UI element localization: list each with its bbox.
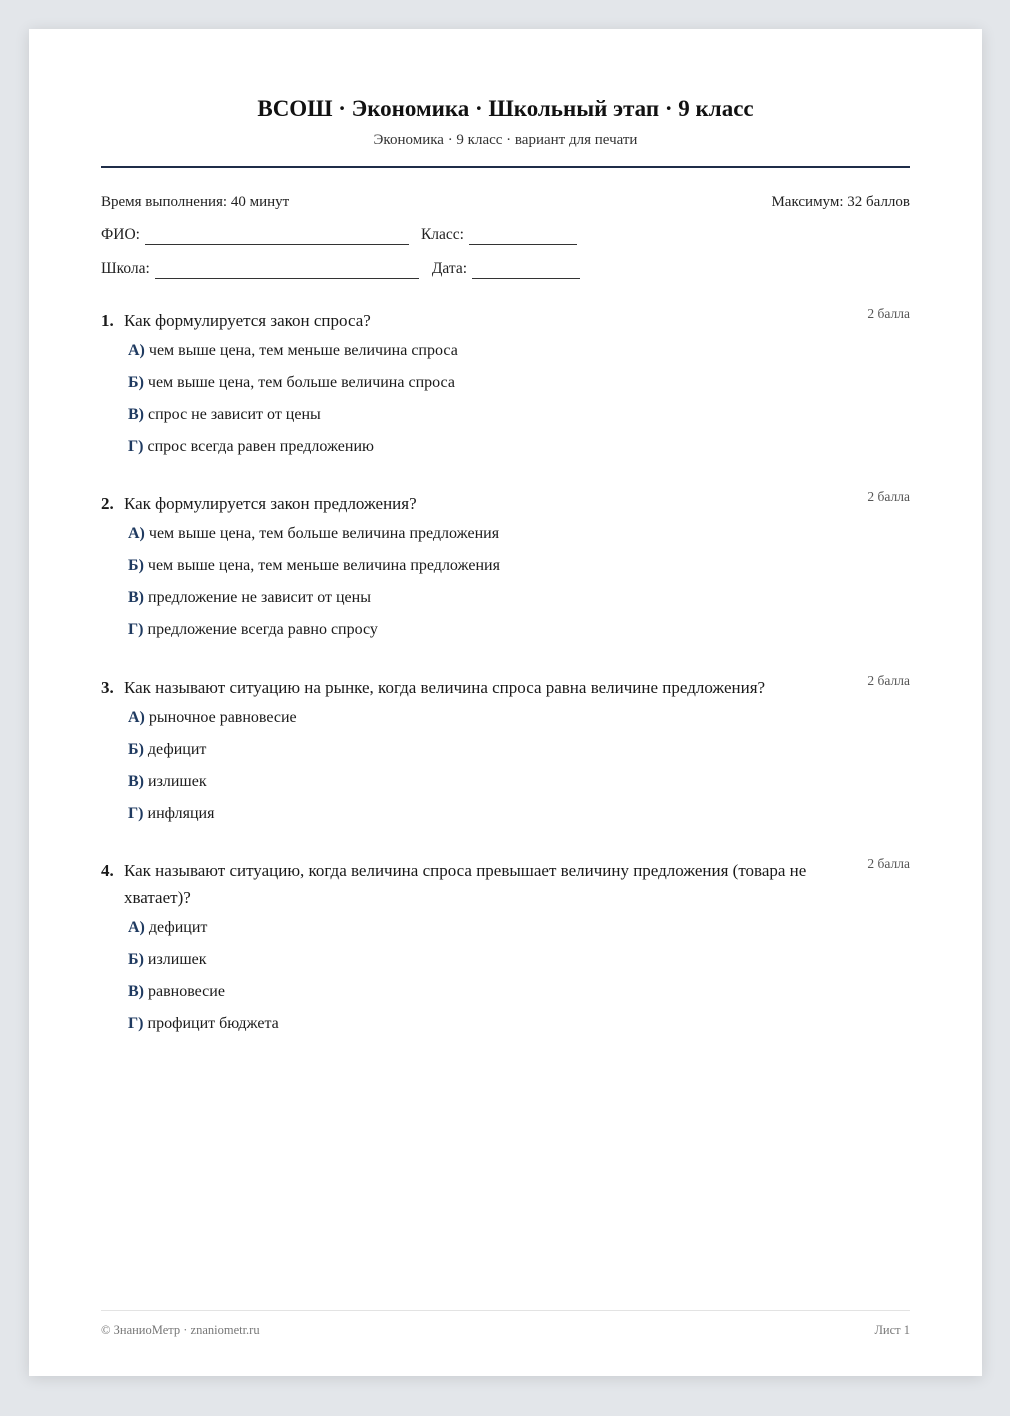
answer-option[interactable] (128, 437, 910, 469)
question-text: Как называют ситуацию на рынке, когда величина спроса равна величине предложения? (124, 678, 766, 697)
option-text: чем выше цена, тем больше величина спроса (147, 374, 455, 391)
answer-option[interactable] (128, 804, 910, 836)
question-text: Как называют ситуацию, когда величина спроса превышает величину предложения (товара не хватает)? (124, 861, 807, 907)
question-points: 2 балла (867, 489, 910, 504)
option-letter: Г) (128, 438, 144, 455)
answer-option[interactable] (128, 950, 910, 982)
class-field[interactable] (469, 228, 577, 245)
page-subtitle: Экономика · 9 класс · вариант для печати (373, 132, 638, 148)
school-field[interactable] (155, 262, 419, 279)
option-text: предложение не зависит от цены (148, 589, 371, 606)
option-text: спрос всегда равен предложению (147, 438, 374, 455)
option-text: дефицит (148, 919, 208, 936)
option-letter: Б) (128, 557, 144, 574)
footer-copyright: © ЗнаниоМетр · znaniometr.ru (101, 1323, 260, 1337)
question-points: 2 балла (867, 856, 910, 871)
option-text: спрос не зависит от цены (148, 406, 321, 423)
answer-option[interactable] (128, 918, 910, 950)
question-points: 2 балла (867, 306, 910, 321)
option-text: рыночное равновесие (148, 709, 297, 726)
answer-option[interactable] (128, 341, 910, 373)
question-number: 3. (101, 678, 114, 697)
fio-class-row (101, 225, 577, 245)
option-text: излишек (148, 773, 207, 790)
option-text: инфляция (147, 805, 215, 822)
option-text: дефицит (147, 741, 207, 758)
option-letter: Б) (128, 951, 144, 968)
answer-option[interactable] (128, 620, 910, 652)
answer-option[interactable] (128, 373, 910, 405)
option-letter: А) (128, 525, 145, 542)
option-text: профицит бюджета (147, 1015, 279, 1032)
option-text: предложение всегда равно спросу (147, 621, 378, 638)
school-label: Школа: (101, 260, 150, 277)
answer-options (128, 524, 910, 652)
option-text: чем выше цена, тем меньше величина предложения (147, 557, 500, 574)
question-text: Как формулируется закон предложения? (124, 494, 417, 513)
option-letter: В) (128, 983, 144, 1000)
answer-options (128, 341, 910, 469)
option-text: излишек (147, 951, 207, 968)
footer-divider (101, 1310, 910, 1311)
class-label: Класс: (420, 226, 464, 243)
answer-option[interactable] (128, 772, 910, 804)
time-limit: Время выполнения: 40 минут (101, 194, 290, 210)
question-number: 2. (101, 494, 114, 513)
question-points: 2 балла (867, 673, 910, 688)
question-2 (101, 490, 910, 652)
question-number: 1. (101, 311, 114, 330)
option-letter: А) (128, 709, 145, 726)
option-letter: Г) (128, 1015, 144, 1032)
option-letter: В) (128, 589, 144, 606)
page-title: ВСОШ · Экономика · Школьный этап · 9 класс (257, 96, 754, 121)
answer-option[interactable] (128, 708, 910, 740)
fio-label: ФИО: (101, 226, 140, 243)
option-letter: А) (128, 919, 145, 936)
option-letter: В) (128, 406, 144, 423)
document-page (29, 29, 982, 1376)
option-letter: В) (128, 773, 144, 790)
option-letter: Г) (128, 621, 144, 638)
date-label: Дата: (431, 260, 468, 277)
question-number: 4. (101, 861, 114, 880)
header-divider (101, 166, 910, 168)
option-letter: А) (128, 342, 145, 359)
question-text: Как формулируется закон спроса? (124, 311, 371, 330)
answer-option[interactable] (128, 556, 910, 588)
answer-options (128, 918, 910, 1046)
option-letter: Б) (128, 374, 144, 391)
answer-option[interactable] (128, 588, 910, 620)
question-4 (101, 857, 910, 1046)
page-number: Лист 1 (874, 1323, 910, 1337)
answer-option[interactable] (128, 524, 910, 556)
option-text: чем выше цена, тем больше величина предложения (148, 525, 500, 542)
answer-option[interactable] (128, 740, 910, 772)
question-3 (101, 674, 910, 836)
date-field[interactable] (472, 262, 580, 279)
max-score: Максимум: 32 баллов (771, 194, 910, 210)
fio-field[interactable] (145, 228, 409, 245)
answer-option[interactable] (128, 1014, 910, 1046)
option-letter: Г) (128, 805, 144, 822)
option-text: равновесие (148, 983, 225, 1000)
answer-options (128, 708, 910, 836)
option-letter: Б) (128, 741, 144, 758)
answer-option[interactable] (128, 982, 910, 1014)
answer-option[interactable] (128, 405, 910, 437)
option-text: чем выше цена, тем меньше величина спроса (148, 342, 458, 359)
school-date-row (101, 259, 580, 279)
question-1 (101, 307, 910, 469)
